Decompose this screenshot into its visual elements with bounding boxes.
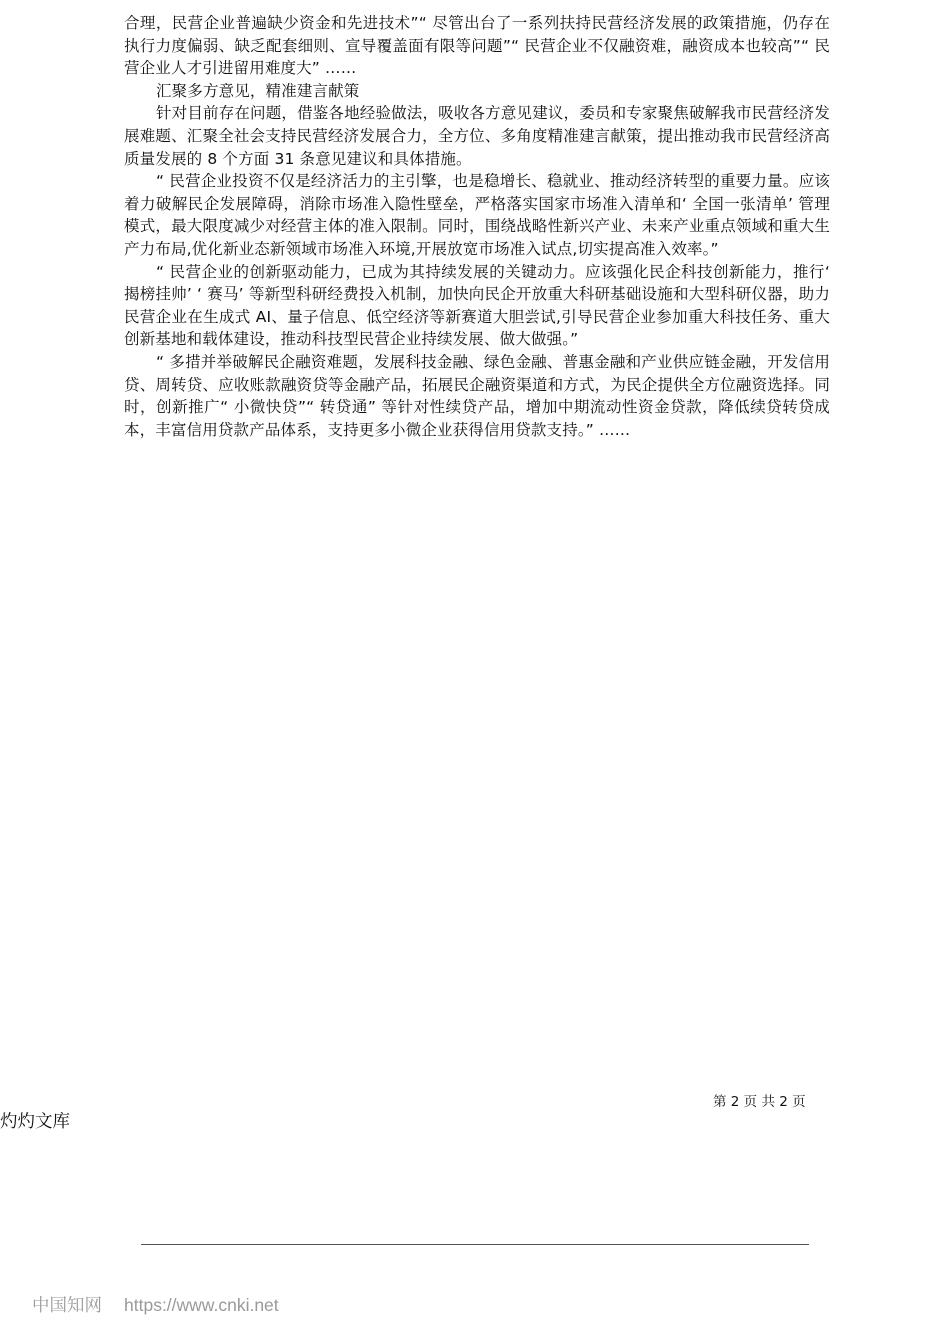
article-paragraph: 合理，民营企业普遍缺少资金和先进技术”“ 尽管出台了一系列扶持民营经济发展的政策措施，仍存在执行力度偏弱、缺乏配套细则、宣导覆盖面有限等问题”“ 民营企业不仅融资难，融资成本也较高”“ 民营企业人才引进留用难度大” …… [124,14,830,78]
article-paragraph: 针对目前存在问题，借鉴各地经验做法，吸收各方意见建议，委员和专家聚焦破解我市民营经济发展难题、汇聚全社会支持民营经济发展合力，全方位、多角度精准建言献策，提出推动我市民营经济高质量发展的 8 个方面 31 条意见建议和具体措施。 [124,104,830,168]
cnki-url-link[interactable]: https://www.cnki.net [124,1295,279,1315]
page-number: 第 2 页 共 2 页 [713,1094,806,1110]
article-paragraph: “ 多措并举破解民企融资难题，发展科技金融、绿色金融、普惠金融和产业供应链金融，开发信用贷、周转贷、应收账款融资贷等金融产品，拓展民企融资渠道和方式，为民企提供全方位融资选择。同时，创新推广“ 小微快贷”“ 转贷通” 等针对性续贷产品，增加中期流动性资金贷款，降低续贷转贷成本，丰富信用贷款产品体系，支持更多小微企业获得信用贷款支持。” …… [124,352,830,439]
section-heading: 汇聚多方意见，精准建言献策 [156,81,360,100]
article-paragraph: “ 民营企业的创新驱动能力，已成为其持续发展的关键动力。应该强化民企科技创新能力，推行‘ 揭榜挂帅’ ‘ 赛马’ 等新型科研经费投入机制，加快向民企开放重大科研基础设施和大型科研仪器，助力民营企业在生成式 AI、量子信息、低空经济等新赛道大胆尝试,引导民营企业参加重大科技任务、重大创新基地和载体建设，推动科技型民营企业持续发展、做大做强。” [124,262,830,349]
cnki-site-name: 中国知网 [32,1295,102,1315]
article-body [124,12,830,441]
footer-divider [141,1244,809,1245]
cnki-footer [32,1294,279,1316]
library-watermark: 灼灼文库 [0,1112,70,1132]
article-paragraph: “ 民营企业投资不仅是经济活力的主引擎，也是稳增长、稳就业、推动经济转型的重要力量。应该着力破解民企发展障碍，消除市场准入隐性壁垒，严格落实国家市场准入清单和‘ 全国一张清单’ 管理模式，最大限度减少对经营主体的准入限制。同时，围绕战略性新兴产业、未来产业重点领域和重大生产力布局,优化新业态新领域市场准入环境,开展放宽市场准入试点,切实提高准入效率。” [124,172,830,258]
